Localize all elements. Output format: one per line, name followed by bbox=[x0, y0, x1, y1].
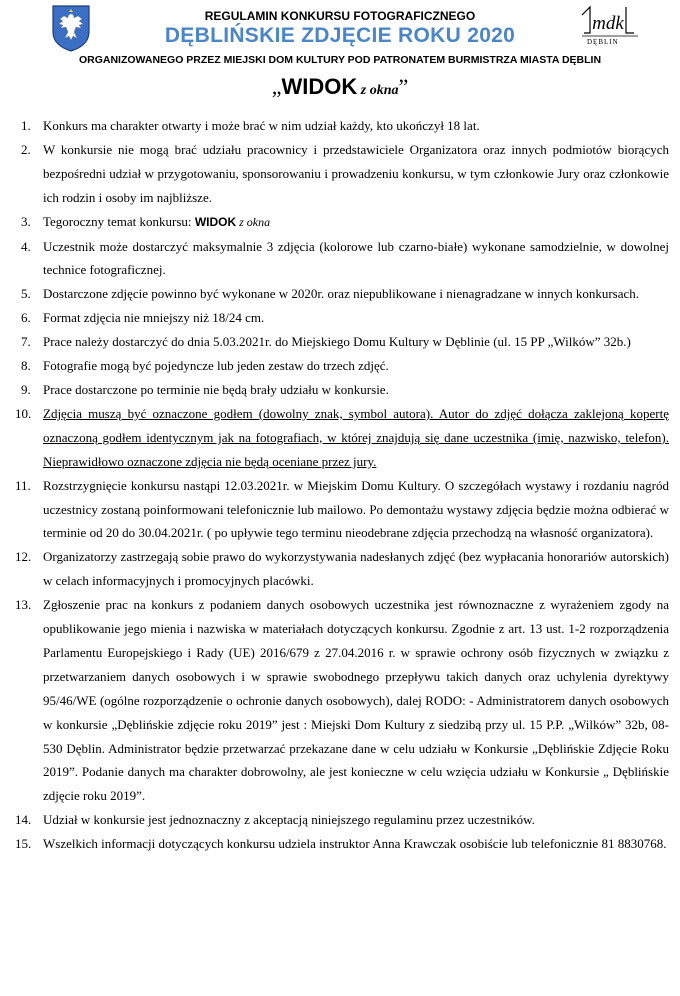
document-header bbox=[0, 0, 680, 102]
rule-item: 14. Udział w konkursie jest jednoznaczny z akceptacją niniejszego regulaminu przez uczestników. bbox=[15, 812, 535, 828]
rule-text: Format zdjęcia nie mniejszy niż 18/24 cm. bbox=[43, 310, 265, 326]
theme-italic: z okna bbox=[357, 83, 399, 98]
rule-text: Zgłoszenie prac na konkurs z podaniem danych osobowych uczestnika jest równoznaczne z wyrażeniem zgody na opublikowanie jego mienia i nazwiska w materiałach dotyczących konkursu. Zgodnie z art. 13 ust. 1-2 rozporządzenia Parlamentu Europejskiego i Rady (UE) 2016/679 z 27.04.2016 r. w sprawie ochrony osób fizycznych w związku z przetwarzaniem danych osobowych i w sprawie swobodnego przepływu takich danych oraz uchylenia dyrektywy 95/46/WE (ogólne rozporządzenie o ochronie danych osobowych), dalej RODO: - Administratorem danych osobowych w konkursie „Dęblińskie zdjęcie roku 2019” jest : Miejski Dom Kultury z siedzibą przy ul. 15 P.P. „Wilków” 32b, 08-530 Dęblin. Administrator będzie przetwarzać przekazane dane w celu udziału w Konkursie „Dęblińskie Zdjęcie Roku 2019”. Podanie danych ma charakter dobrowolny, ale jest konieczne w celu wzięcia udziału w Konkursie „ Dęblińskie zdjęcie roku 2019”. bbox=[43, 597, 669, 804]
regulation-title: REGULAMIN KONKURSU FOTOGRAFICZNEGO bbox=[204, 9, 476, 23]
rule-text: Wszelkich informacji dotyczących konkursu udziela instruktor Anna Krawczak osobiście lub telefonicznie 81 8830768. bbox=[43, 836, 667, 852]
rule-item: 6. Format zdjęcia nie mniejszy niż 18/24 cm. bbox=[21, 310, 265, 326]
rule-text: Fotografie mogą być pojedyncze lub jeden zestaw do trzech zdjęć. bbox=[43, 358, 389, 374]
rule-item: 11. Rozstrzygnięcie konkursu nastąpi 12.03.2021r. w Miejskim Domu Kultury. O szczegółach wystawy i rozdaniu nagród uczestnicy zostaną poinformowani telefonicznie lub mailowo. Po demontażu wystawy zdjęcia będzie można odbierać w terminie od 20 do 30.04.2021r. ( po upływie tego terminu nieodebrane zdjęcia przechodzą na własność organizatora). bbox=[15, 477, 669, 541]
logo-mark: mdk bbox=[592, 13, 624, 34]
contest-title: DĘBLIŃSKIE ZDJĘCIE ROKU 2020 bbox=[164, 24, 516, 47]
rule-item: 12. Organizatorzy zastrzegają sobie prawo do wykorzystywania nadesłanych zdjęć (bez wypłacania honorariów autorskich) w celach informacyjnych i promocyjnych placówki. bbox=[15, 549, 669, 589]
rule-item: 13. Zgłoszenie prac na konkurs z podaniem danych osobowych uczestnika jest równoznaczne z wyrażeniem zgody na opublikowanie jego mienia i nazwiska w materiałach dotyczących konkursu. Zgodnie z art. 13 ust. 1-2 rozporządzenia Parlamentu Europejskiego i Rady (UE) 2016/679 z 27.04.2016 r. w sprawie ochrony osób fizycznych w związku z przetwarzaniem danych osobowych i w sprawie swobodnego przepływu takich danych oraz uchylenia dyrektywy 95/46/WE (ogólne rozporządzenie o ochronie danych osobowych), dalej RODO: - Administratorem danych osobowych w konkursie „Dęblińskie zdjęcie roku 2019” jest : Miejski Dom Kultury z siedzibą przy ul. 15 P.P. „Wilków” 32b, 08-530 Dęblin. Administrator będzie przetwarzać przekazane dane w celu udziału w Konkursie „Dęblińskie Zdjęcie Roku 2019”. Podanie danych ma charakter dobrowolny, ale jest konieczne w celu wzięcia udziału w Konkursie „ Dęblińskie zdjęcie roku 2019”. bbox=[15, 597, 669, 804]
rule-item: 4. Uczestnik może dostarczyć maksymalnie 3 zdjęcia (kolorowe lub czarno-białe) wykonane samodzielnie, w dowolnej technice fotograficznej. bbox=[21, 238, 669, 278]
rule-item: 5. Dostarczone zdjęcie powinno być wykonane w 2020r. oraz niepublikowane i nienagradzane w innych konkursach. bbox=[21, 286, 639, 302]
theme-open-quote: „ bbox=[271, 74, 282, 99]
rules-list bbox=[0, 114, 680, 856]
rule-text: Organizatorzy zastrzegają sobie prawo do wykorzystywania nadesłanych zdjęć (bez wypłacania honorariów autorskich) w celach informacyjnych i promocyjnych placówki. bbox=[43, 549, 669, 589]
rule-item: 9. Prace dostarczone po terminie nie będą brały udziału w konkursie. bbox=[21, 381, 389, 397]
rule-text: Prace należy dostarczyć do dnia 5.03.2021r. do Miejskiego Domu Kultury w Dęblinie (ul. 15 PP „Wilków” 32b.) bbox=[43, 334, 631, 350]
rule-item: 10. Zdjęcia muszą być oznaczone godłem (dowolny znak, symbol autora). Autor do zdjęć dołącza zaklejoną kopertę oznaczoną godłem identycznym jak na fotografiach, w której znajdują się dane uczestnika (imię, nazwisko, telefon). Nieprawidłowo oznaczone zdjęcia nie będą oceniane przez jury. bbox=[15, 405, 669, 469]
rule-item: 7. Prace należy dostarczyć do dnia 5.03.2021r. do Miejskiego Domu Kultury w Dęblinie (ul. 15 PP „Wilków” 32b.) bbox=[21, 334, 631, 350]
rule-text: Dostarczone zdjęcie powinno być wykonane w 2020r. oraz niepublikowane i nienagradzane w innych konkursach. bbox=[43, 286, 639, 302]
rule-item: 3. Tegoroczny temat konkursu: WIDOK z okna bbox=[21, 213, 271, 229]
organizer-line: ORGANIZOWANEGO PRZEZ MIEJSKI DOM KULTURY POD PATRONATEM BURMISTRZA MIASTA DĘBLIN bbox=[78, 54, 602, 66]
rule-item: 1. Konkurs ma charakter otwarty i może brać w nim udział każdy, kto ukończył 18 lat. bbox=[21, 118, 480, 133]
rule-text: Prace dostarczone po terminie nie będą brały udziału w konkursie. bbox=[43, 381, 389, 397]
rule-item: 2. W konkursie nie mogą brać udziału pracownicy i przedstawiciele Organizatora oraz innych podmiotów biorących bezpośredni udział w przygotowaniu, sponsorowaniu i prowadzeniu konkursu, w tym członkowie Jury oraz członkowie ich rodzin i osoby im najbliższe. bbox=[21, 141, 669, 205]
logo-caption: DĘBLIN bbox=[587, 38, 619, 46]
rule-text: Konkurs ma charakter otwarty i może brać w nim udział każdy, kto ukończył 18 lat. bbox=[43, 118, 480, 133]
theme-title bbox=[0, 74, 680, 100]
theme-close-quote: ” bbox=[398, 74, 409, 99]
rule-text: W konkursie nie mogą brać udziału pracownicy i przedstawiciele Organizatora oraz innych podmiotów biorących bezpośredni udział w przygotowaniu, sponsorowaniu i prowadzeniu konkursu, w tym członkowie Jury oraz członkowie ich rodzin i osoby im najbliższe. bbox=[43, 141, 669, 205]
rule-text: Tegoroczny temat konkursu: bbox=[43, 213, 195, 229]
rule-theme-italic: z okna bbox=[236, 214, 271, 229]
rule-text-underlined: Zdjęcia muszą być oznaczone godłem (dowolny znak, symbol autora). Autor do zdjęć dołącza zaklejoną kopertę oznaczoną godłem identycznym jak na fotografiach, w której znajdują się dane uczestnika (imię, nazwisko, telefon). Nieprawidłowo oznaczone zdjęcia nie będą oceniane przez jury. bbox=[43, 405, 669, 469]
rule-text: Udział w konkursie jest jednoznaczny z akceptacją niniejszego regulaminu przez uczestników. bbox=[43, 812, 535, 828]
rule-theme-bold: WIDOK bbox=[194, 214, 237, 229]
rule-item: 8. Fotografie mogą być pojedyncze lub jeden zestaw do trzech zdjęć. bbox=[21, 358, 389, 374]
rule-text: Rozstrzygnięcie konkursu nastąpi 12.03.2021r. w Miejskim Domu Kultury. O szczegółach wystawy i rozdaniu nagród uczestnicy zostaną poinformowani telefonicznie lub mailowo. Po demontażu wystawy zdjęcia będzie można odbierać w terminie od 20 do 30.04.2021r. ( po upływie tego terminu nieodebrane zdjęcia przechodzą na własność organizatora). bbox=[43, 477, 669, 541]
theme-bold: WIDOK bbox=[281, 74, 358, 99]
rule-text: Uczestnik może dostarczyć maksymalnie 3 zdjęcia (kolorowe lub czarno-białe) wykonane samodzielnie, w dowolnej technice fotograficznej. bbox=[43, 238, 669, 278]
rule-item: 15. Wszelkich informacji dotyczących konkursu udziela instruktor Anna Krawczak osobiście lub telefonicznie 81 8830768. bbox=[15, 836, 667, 852]
